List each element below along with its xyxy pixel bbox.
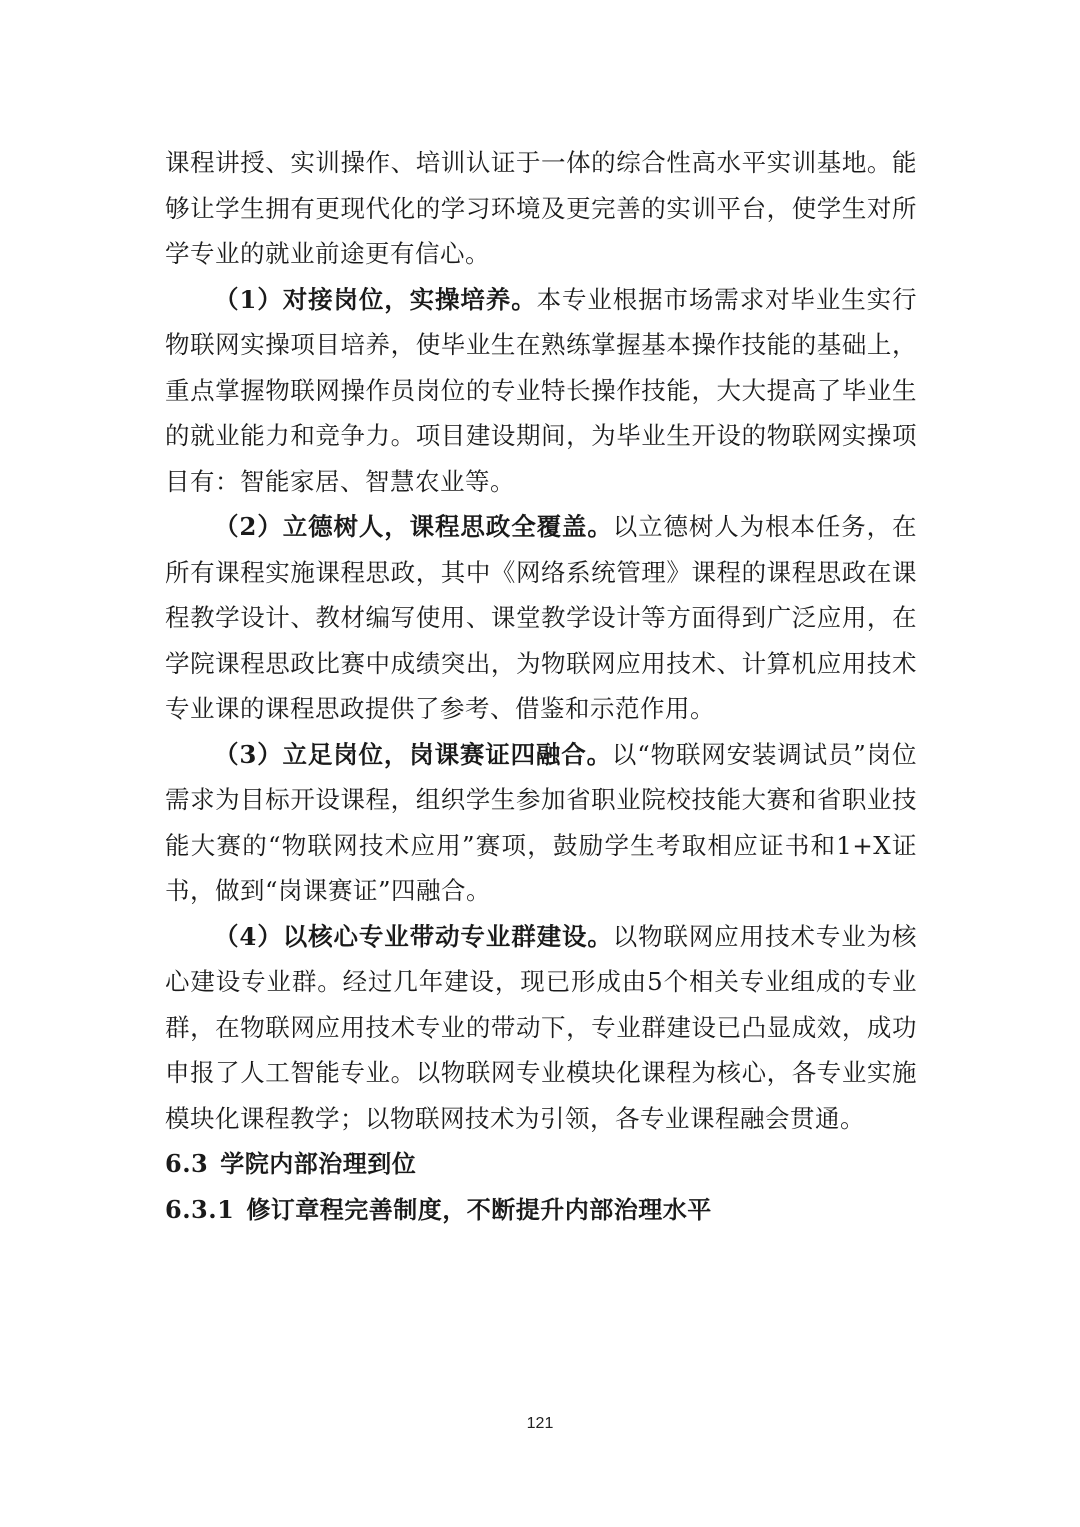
paragraph-item-4 [165,914,917,1142]
paragraph-text: 课程讲授、实训操作、培训认证于一体的综合性高水平实训基地。能够让学生拥有更现代化的学习环境及更完善的实训平台，使学生对所学专业的就业前途更有信心。 [165,148,917,268]
paragraph-lead: （4）以核心专业带动专业群建设。 [214,921,613,951]
paragraph-text: 以立德树人为根本任务，在所有课程实施课程思政，其中《网络系统管理》课程的课程思政在课程教学设计、教材编写使用、课堂教学设计等方面得到广泛应用，在学院课程思政比赛中成绩突出，为物联网应用技术、计算机应用技术专业课的课程思政提供了参考、借鉴和示范作用。 [165,512,918,723]
subsection-heading [165,1187,917,1233]
paragraph-text: 以“物联网安装调试员”岗位需求为目标开设课程，组织学生参加省职业院校技能大赛和省职业技能大赛的“物联网技术应用”赛项，鼓励学生考取相应证书和1+X证书，做到“岗课赛证”四融合。 [165,739,917,905]
page-number: 121 [526,1415,554,1432]
paragraph-item-1 [165,277,917,505]
section-title: 学院内部治理到位 [220,1149,417,1178]
paragraph-text: 以物联网应用技术专业为核心建设专业群。经过几年建设，现已形成由5个相关专业组成的专业群，在物联网应用技术专业的带动下，专业群建设已凸显成效，成功申报了人工智能专业。以物联网专业模块化课程为核心，各专业实施模块化课程教学；以物联网技术为引领，各专业课程融会贯通。 [165,921,918,1133]
section-number: 6.3 [165,1149,209,1178]
section-heading [165,1141,917,1187]
document-body [165,140,917,1232]
paragraph-item-3 [165,732,917,914]
paragraph-lead: （1）对接岗位，实操培养。 [214,284,537,314]
subsection-number: 6.3.1 [165,1194,235,1224]
paragraph-item-2 [165,504,917,732]
subsection-title: 修订章程完善制度，不断提升内部治理水平 [246,1194,712,1224]
paragraph-continuation [165,140,917,277]
paragraph-lead: （2）立德树人，课程思政全覆盖。 [214,512,613,541]
paragraph-lead: （3）立足岗位，岗课赛证四融合。 [214,739,612,769]
paragraph-text: 本专业根据市场需求对毕业生实行物联网实操项目培养，使毕业生在熟练掌握基本操作技能的基础上，重点掌握物联网操作员岗位的专业特长操作技能，大大提高了毕业生的就业能力和竞争力。项目建设期间，为毕业生开设的物联网实操项目有：智能家居、智慧农业等。 [165,284,918,496]
